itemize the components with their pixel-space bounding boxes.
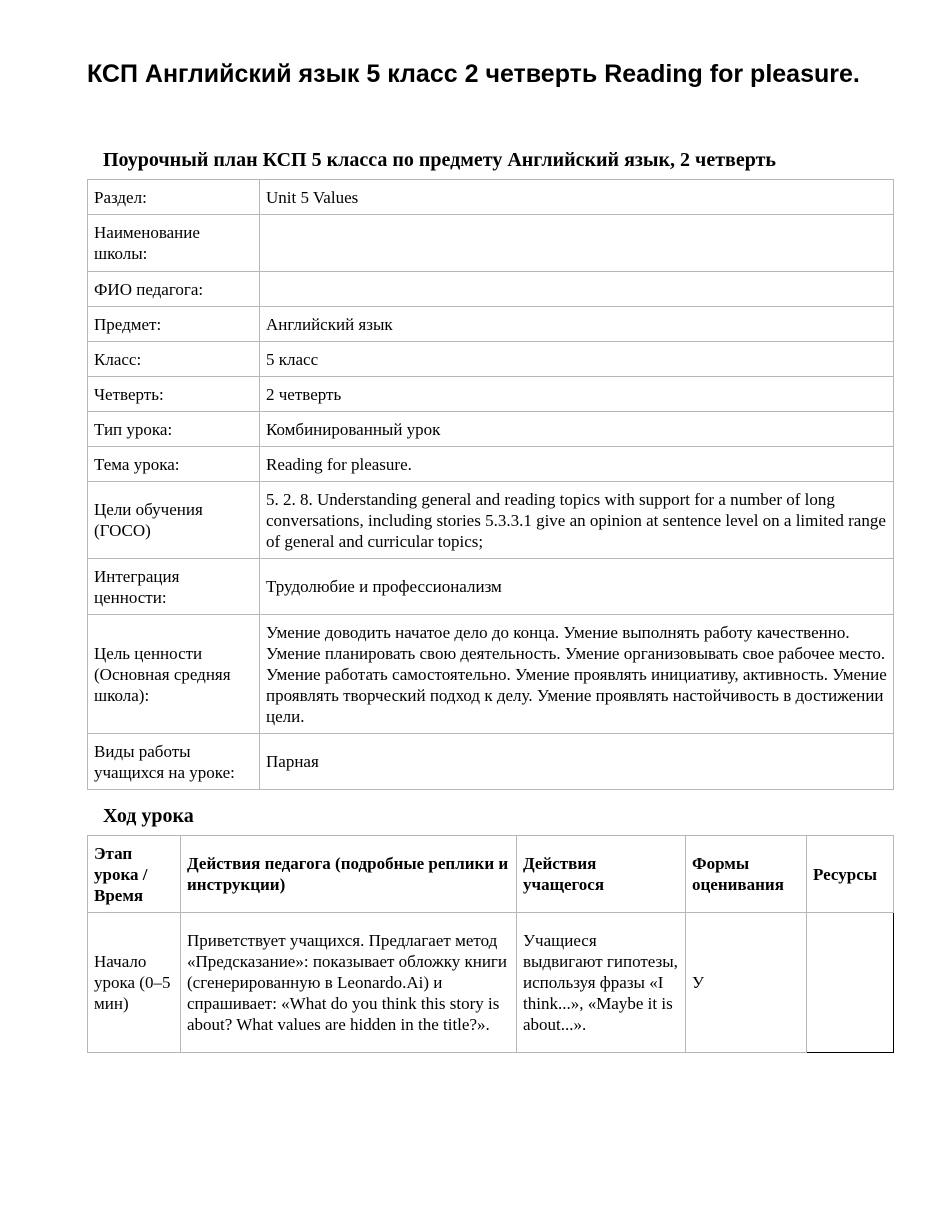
header-student-actions: Действия учащегося: [517, 836, 686, 913]
assessment-cell: У: [686, 913, 807, 1053]
plan-row-value-goal: [88, 615, 894, 734]
plan-row-learning-objectives: [88, 482, 894, 559]
plan-label: Четверть:: [88, 377, 260, 412]
plan-value: 5 класс: [260, 342, 894, 377]
plan-value: Парная: [260, 734, 894, 790]
plan-label: Класс:: [88, 342, 260, 377]
plan-row-quarter: [88, 377, 894, 412]
lesson-header-row: [88, 836, 894, 913]
plan-value: Unit 5 Values: [260, 180, 894, 215]
plan-row-lesson-type: [88, 412, 894, 447]
plan-value: 2 четверть: [260, 377, 894, 412]
plan-row-grade: [88, 342, 894, 377]
header-assessment: Формы оценивания: [686, 836, 807, 913]
plan-value: Комбинированный урок: [260, 412, 894, 447]
lesson-progress-heading: Ход урока: [103, 805, 194, 827]
document-title: КСП Английский язык 5 класс 2 четверть Reading for pleasure.: [87, 60, 860, 88]
plan-value: Английский язык: [260, 307, 894, 342]
header-resources: Ресурсы: [807, 836, 894, 913]
plan-row-value-integration: [88, 559, 894, 615]
plan-label: Раздел:: [88, 180, 260, 215]
header-stage: Этап урока / Время: [88, 836, 181, 913]
plan-label: Предмет:: [88, 307, 260, 342]
plan-value: [260, 272, 894, 307]
plan-heading: Поурочный план КСП 5 класса по предмету Английский язык, 2 четверть: [103, 149, 776, 171]
lesson-progress-table: [87, 835, 894, 1053]
teacher-actions-cell: Приветствует учащихся. Предлагает метод «Предсказание»: показывает обложку книги (сгенерированную в Leonardo.Ai) и спрашивает: «What do you think this story is about? What values are hidden in the title?».: [181, 913, 517, 1053]
plan-value: Reading for pleasure.: [260, 447, 894, 482]
plan-label: Цель ценности (Основная средняя школа):: [88, 615, 260, 734]
plan-label: Тема урока:: [88, 447, 260, 482]
stage-cell: Начало урока (0–5 мин): [88, 913, 181, 1053]
plan-value: Умение доводить начатое дело до конца. Умение выполнять работу качественно. Умение планировать свою деятельность. Умение организовывать свое рабочее место. Умение работать самостоятельно. Умение проявлять инициативу, активность. Умение проявлять творческий подход к делу. Умение проявлять настойчивость в достижении цели.: [260, 615, 894, 734]
plan-row-topic: [88, 447, 894, 482]
plan-row-section: [88, 180, 894, 215]
plan-row-school: [88, 215, 894, 272]
plan-value: 5. 2. 8. Understanding general and reading topics with support for a number of long conversations, including stories 5.3.3.1 give an opinion at sentence level on a limited range of general and curricular topics;: [260, 482, 894, 559]
table-row: [88, 913, 894, 1053]
plan-row-work-types: [88, 734, 894, 790]
lesson-plan-table: [87, 179, 894, 790]
plan-label: Наименование школы:: [88, 215, 260, 272]
header-teacher-actions: Действия педагога (подробные реплики и инструкции): [181, 836, 517, 913]
plan-label: ФИО педагога:: [88, 272, 260, 307]
student-actions-cell: Учащиеся выдвигают гипотезы, используя фразы «I think...», «Maybe it is about...».: [517, 913, 686, 1053]
plan-row-teacher: [88, 272, 894, 307]
plan-label: Виды работы учащихся на уроке:: [88, 734, 260, 790]
plan-label: Цели обучения (ГОСО): [88, 482, 260, 559]
plan-value: [260, 215, 894, 272]
plan-label: Тип урока:: [88, 412, 260, 447]
plan-value: Трудолюбие и профессионализм: [260, 559, 894, 615]
plan-label: Интеграция ценности:: [88, 559, 260, 615]
resources-cell: [807, 913, 894, 1053]
plan-row-subject: [88, 307, 894, 342]
